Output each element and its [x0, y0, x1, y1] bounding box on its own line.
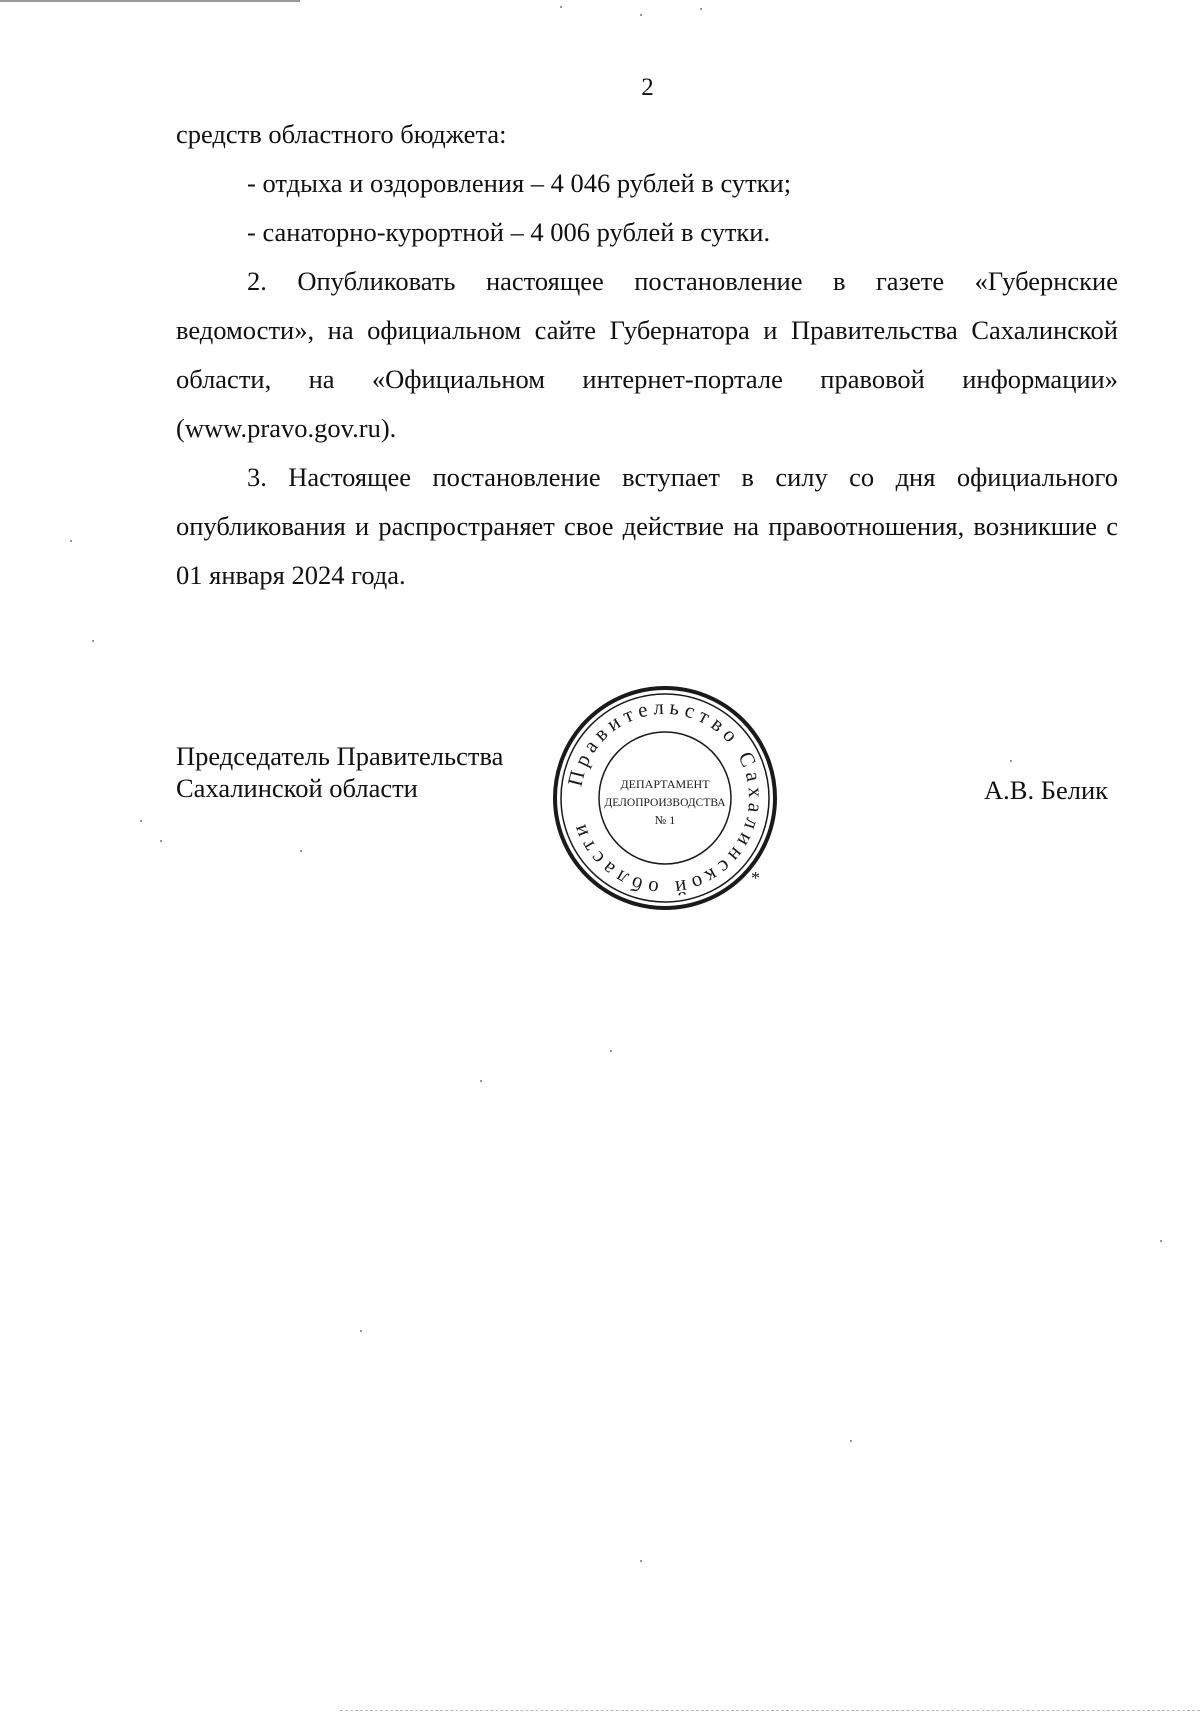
official-seal: [551, 684, 779, 912]
scan-bottom-edge: [340, 1710, 1200, 1712]
signatory-name: А.В. Белик: [984, 775, 1108, 805]
seal-inner-line3: № 1: [654, 813, 676, 827]
body-line-rest: - отдыха и оздоровления – 4 046 рублей в сутки;: [247, 168, 792, 198]
seal-outer-text: Правительство Сахалинской области: [562, 694, 769, 902]
seal-inner-line2: ДЕЛОПРОИЗВОДСТВА: [604, 797, 726, 809]
scan-edge-line: [0, 0, 300, 2]
document-body: [176, 110, 1118, 600]
seal-inner-line1: ДЕПАРТАМЕНТ: [620, 777, 710, 791]
seal-star-icon: *: [751, 868, 760, 888]
page-number: 2: [641, 74, 654, 101]
signatory-title-line1: Председатель Правительства: [176, 741, 504, 771]
paragraph-publish: 2. Опубликовать настоящее постановление в газете «Губернские ведомости», на официальном сайте Губернатора и Правительства Сахалинской области, на «Официальном интернет-портале правовой информации» (www.pravo.gov.ru).: [176, 266, 1118, 443]
signatory-title-line2: Сахалинской области: [176, 773, 418, 803]
signatory-title: [176, 740, 503, 804]
paragraph-effective-date: 3. Настоящее постановление вступает в силу со дня официального опубликования и распространяет свое действие на правоотношения, возникшие с 01 января 2024 года.: [176, 462, 1118, 590]
body-line-budget: средств областного бюджета:: [176, 119, 507, 149]
body-line-sanatorium: - санаторно-курортной – 4 006 рублей в сутки.: [247, 217, 771, 247]
